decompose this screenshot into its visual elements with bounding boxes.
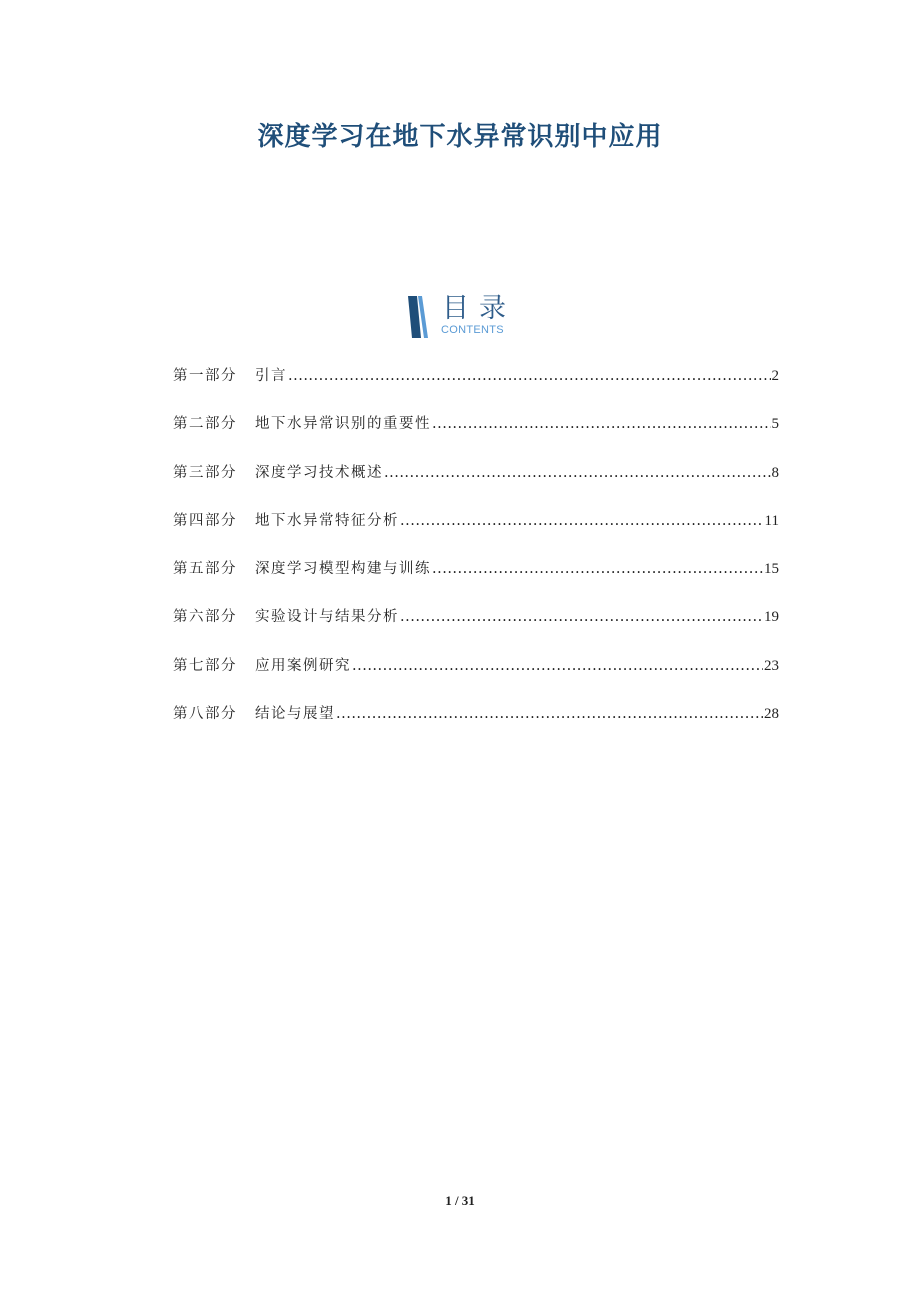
toc-entry[interactable] — [173, 704, 779, 752]
toc-entry-part: 第七部分 — [173, 657, 237, 674]
toc-entry-label: 结论与展望 — [255, 706, 335, 723]
toc-list — [173, 366, 779, 752]
toc-entry-page: 23 — [764, 657, 779, 674]
toc-entry-page: 5 — [771, 416, 779, 433]
toc-heading: 目录 — [442, 293, 516, 324]
toc-entry-label: 实验设计与结果分析 — [255, 609, 399, 626]
toc-dot-leader — [432, 559, 763, 579]
toc-entry-part: 第二部分 — [173, 416, 237, 433]
toc-entry-part: 第八部分 — [173, 706, 237, 723]
toc-entry[interactable] — [173, 414, 779, 462]
toc-entry[interactable] — [173, 511, 779, 559]
toc-dot-leader — [352, 656, 763, 676]
toc-entry[interactable] — [173, 366, 779, 414]
toc-header — [408, 294, 528, 340]
toc-entry[interactable] — [173, 607, 779, 655]
toc-dot-leader — [400, 607, 763, 627]
toc-entry-label: 应用案例研究 — [255, 657, 351, 674]
toc-entry-label: 地下水异常识别的重要性 — [255, 416, 431, 433]
toc-entry-page: 28 — [764, 706, 779, 723]
toc-entry-page: 15 — [764, 561, 779, 578]
toc-dot-leader — [336, 704, 763, 724]
toc-entry-part: 第六部分 — [173, 609, 237, 626]
toc-dot-leader — [432, 414, 771, 434]
toc-entry[interactable] — [173, 559, 779, 607]
toc-dot-leader — [384, 463, 771, 483]
toc-dot-leader — [400, 511, 764, 531]
toc-entry-page: 19 — [764, 609, 779, 626]
toc-entry-part: 第五部分 — [173, 561, 237, 578]
toc-entry-page: 2 — [771, 368, 779, 384]
toc-entry-label: 深度学习模型构建与训练 — [255, 561, 431, 578]
toc-entry-label: 深度学习技术概述 — [255, 464, 383, 481]
page-number: 1 / 31 — [445, 1193, 475, 1208]
toc-entry-part: 第四部分 — [173, 512, 237, 529]
document-title: 深度学习在地下水异常识别中应用 — [257, 122, 663, 152]
toc-entry-page: 11 — [764, 512, 779, 529]
toc-entry[interactable] — [173, 656, 779, 704]
toc-dot-leader — [288, 366, 771, 386]
toc-entry-label: 地下水异常特征分析 — [255, 512, 399, 529]
toc-entry-label: 引言 — [255, 368, 287, 384]
toc-heading-en: CONTENTS — [441, 324, 504, 336]
toc-entry-page: 8 — [771, 464, 779, 481]
contents-accent-icon — [408, 296, 434, 338]
toc-entry-part: 第一部分 — [173, 368, 237, 384]
toc-entry-part: 第三部分 — [173, 464, 237, 481]
toc-entry[interactable] — [173, 463, 779, 511]
